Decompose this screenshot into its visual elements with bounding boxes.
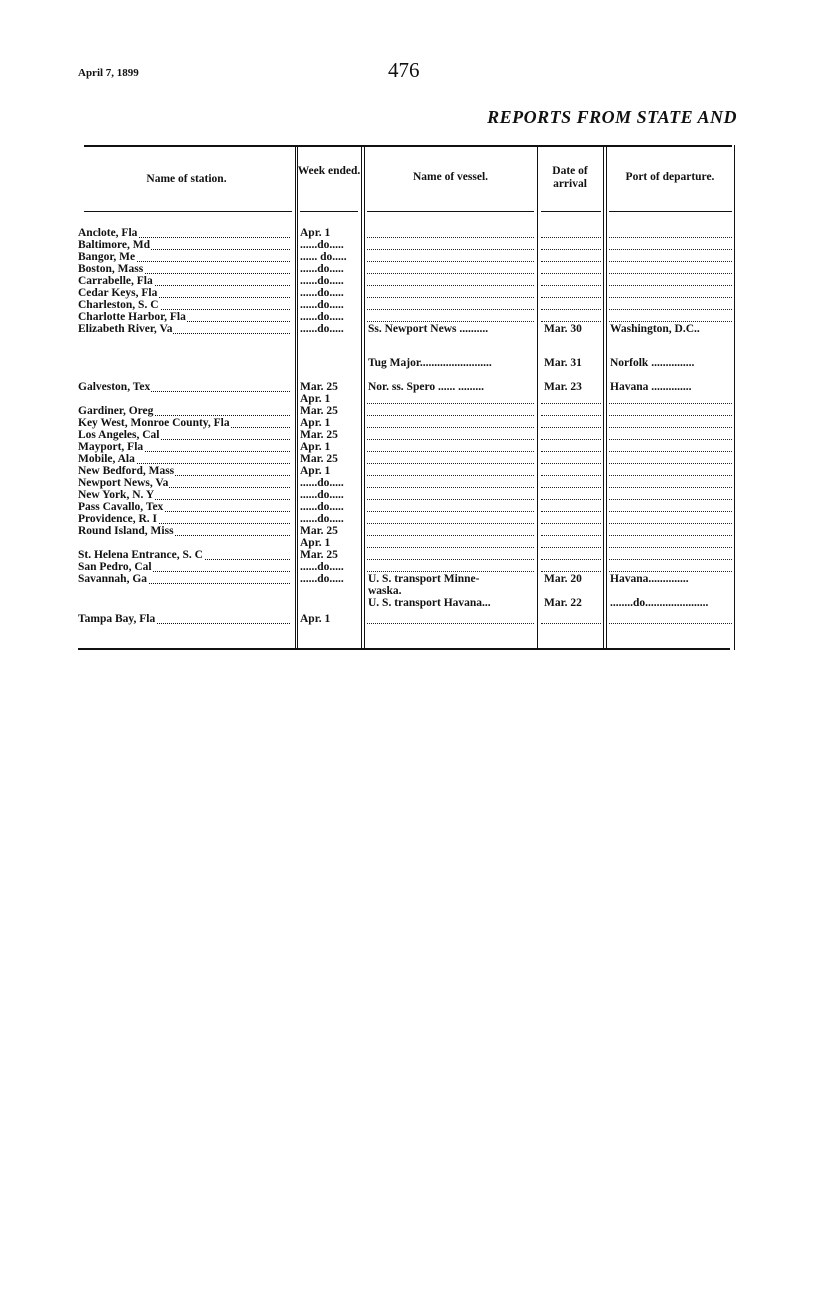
empty-cell-leader	[367, 451, 534, 452]
week-cell: Apr. 1	[300, 227, 331, 239]
week-cell: Mar. 25	[300, 525, 338, 537]
station-name	[78, 537, 79, 549]
station-name: New York, N. Y	[78, 489, 155, 501]
week-cell: Apr. 1	[300, 537, 331, 549]
date-cell: Mar. 20	[544, 573, 582, 585]
station-name: Galveston, Tex	[78, 381, 151, 393]
empty-cell-leader	[541, 451, 601, 452]
week-cell: ......do.....	[300, 239, 344, 251]
empty-cell-leader	[367, 547, 534, 548]
week-cell: Mar. 25	[300, 381, 338, 393]
station-name	[78, 585, 79, 597]
header-rule	[541, 211, 601, 212]
empty-cell-leader	[367, 487, 534, 488]
station-cell	[78, 573, 294, 585]
port-cell: Washington, D.C..	[610, 323, 700, 335]
column-header-week: Week ended.	[297, 165, 361, 177]
empty-cell-leader	[541, 273, 601, 274]
station-cell	[78, 275, 294, 287]
empty-cell-leader	[541, 547, 601, 548]
station-cell	[78, 441, 294, 453]
station-name: Charleston, S. C	[78, 299, 159, 311]
vessel-cell: waska.	[368, 585, 402, 597]
empty-cell-leader	[541, 487, 601, 488]
station-cell	[78, 501, 294, 513]
empty-cell-leader	[541, 475, 601, 476]
station-cell	[78, 311, 294, 323]
week-cell: ......do.....	[300, 323, 344, 335]
station-cell	[78, 263, 294, 275]
empty-cell-leader	[541, 623, 601, 624]
station-cell	[78, 537, 294, 549]
week-cell: Mar. 25	[300, 453, 338, 465]
header-rule	[84, 211, 292, 212]
week-cell: Apr. 1	[300, 465, 331, 477]
empty-cell-leader	[609, 237, 732, 238]
week-cell: ......do.....	[300, 561, 344, 573]
empty-cell-leader	[541, 309, 601, 310]
station-cell	[78, 417, 294, 429]
port-cell: Norfolk ...............	[610, 357, 695, 369]
page-number: 476	[388, 58, 420, 82]
empty-cell-leader	[367, 403, 534, 404]
port-cell: Havana ..............	[610, 381, 692, 393]
week-cell: Apr. 1	[300, 393, 331, 405]
header-rule	[609, 211, 732, 212]
empty-cell-leader	[367, 571, 534, 572]
station-name: Carrabelle, Fla	[78, 275, 153, 287]
empty-cell-leader	[367, 535, 534, 536]
station-name: Cedar Keys, Fla	[78, 287, 158, 299]
empty-cell-leader	[367, 623, 534, 624]
station-name: Los Angeles, Cal	[78, 429, 160, 441]
empty-cell-leader	[541, 261, 601, 262]
week-cell: Mar. 25	[300, 549, 338, 561]
empty-cell-leader	[367, 415, 534, 416]
empty-cell-leader	[541, 285, 601, 286]
station-name: Bangor, Me	[78, 251, 136, 263]
station-cell	[78, 323, 294, 335]
station-cell	[78, 465, 294, 477]
date-cell: Mar. 23	[544, 381, 582, 393]
running-date: April 7, 1899	[78, 67, 139, 79]
empty-cell-leader	[609, 261, 732, 262]
empty-cell-leader	[609, 487, 732, 488]
empty-cell-leader	[609, 297, 732, 298]
station-cell	[78, 287, 294, 299]
week-cell: ......do.....	[300, 275, 344, 287]
arrivals-table	[78, 145, 732, 650]
empty-cell-leader	[367, 285, 534, 286]
station-name: Mayport, Fla	[78, 441, 144, 453]
date-cell: Mar. 30	[544, 323, 582, 335]
empty-cell-leader	[609, 547, 732, 548]
empty-cell-leader	[541, 297, 601, 298]
column-divider	[734, 145, 735, 650]
empty-cell-leader	[609, 427, 732, 428]
vessel-cell: Ss. Newport News ..........	[368, 323, 489, 335]
vessel-cell: Tug Major.........................	[368, 357, 492, 369]
empty-cell-leader	[609, 273, 732, 274]
empty-cell-leader	[609, 463, 732, 464]
empty-cell-leader	[367, 439, 534, 440]
station-name: Baltimore, Md	[78, 239, 150, 251]
vessel-cell: U. S. transport Havana...	[368, 597, 491, 609]
empty-cell-leader	[609, 321, 732, 322]
station-name: Key West, Monroe County, Fla	[78, 417, 230, 429]
vessel-cell: Nor. ss. Spero ...... .........	[368, 381, 484, 393]
station-name: Boston, Mass	[78, 263, 144, 275]
week-cell: ......do.....	[300, 263, 344, 275]
week-cell: Apr. 1	[300, 613, 331, 625]
column-divider	[537, 145, 538, 650]
station-cell	[78, 299, 294, 311]
column-divider	[603, 145, 604, 650]
empty-cell-leader	[367, 249, 534, 250]
station-cell	[78, 393, 294, 405]
station-name: Providence, R. I	[78, 513, 158, 525]
empty-cell-leader	[609, 475, 732, 476]
week-cell: ......do.....	[300, 501, 344, 513]
empty-cell-leader	[609, 439, 732, 440]
station-name: Round Island, Miss	[78, 525, 174, 537]
empty-cell-leader	[367, 463, 534, 464]
empty-cell-leader	[367, 523, 534, 524]
empty-cell-leader	[609, 309, 732, 310]
empty-cell-leader	[541, 415, 601, 416]
empty-cell-leader	[609, 415, 732, 416]
station-name: Anclote, Fla	[78, 227, 138, 239]
station-cell	[78, 429, 294, 441]
station-name: Pass Cavallo, Tex	[78, 501, 164, 513]
empty-cell-leader	[541, 321, 601, 322]
station-name	[78, 357, 79, 369]
empty-cell-leader	[541, 237, 601, 238]
vessel-cell: U. S. transport Minne-	[368, 573, 480, 585]
empty-cell-leader	[367, 475, 534, 476]
station-cell	[78, 251, 294, 263]
port-cell: Havana..............	[610, 573, 689, 585]
column-header-date: Date of arrival	[552, 165, 588, 190]
empty-cell-leader	[541, 523, 601, 524]
empty-cell-leader	[609, 623, 732, 624]
empty-cell-leader	[609, 285, 732, 286]
port-cell: ........do......................	[610, 597, 709, 609]
week-cell: ......do.....	[300, 489, 344, 501]
table-top-rule	[84, 145, 732, 147]
station-cell	[78, 489, 294, 501]
empty-cell-leader	[367, 511, 534, 512]
station-cell	[78, 239, 294, 251]
empty-cell-leader	[541, 249, 601, 250]
empty-cell-leader	[541, 559, 601, 560]
column-divider	[295, 145, 296, 650]
header-rule	[367, 211, 534, 212]
column-divider	[606, 145, 607, 650]
station-cell	[78, 613, 294, 625]
station-cell	[78, 227, 294, 239]
station-name: Newport News, Va	[78, 477, 169, 489]
empty-cell-leader	[609, 499, 732, 500]
empty-cell-leader	[541, 571, 601, 572]
station-cell	[78, 597, 294, 609]
date-cell: Mar. 31	[544, 357, 582, 369]
column-divider	[361, 145, 362, 650]
week-cell: Mar. 25	[300, 429, 338, 441]
week-cell: ...... do.....	[300, 251, 347, 263]
empty-cell-leader	[609, 403, 732, 404]
station-name: New Bedford, Mass	[78, 465, 175, 477]
column-divider	[297, 145, 298, 650]
station-name: Mobile, Ala	[78, 453, 135, 465]
empty-cell-leader	[609, 523, 732, 524]
station-name: St. Helena Entrance, S. C	[78, 549, 203, 561]
column-header-port: Port of departure.	[625, 171, 715, 183]
station-name: Elizabeth River, Va	[78, 323, 173, 335]
station-name: Gardiner, Oreg	[78, 405, 154, 417]
week-cell: Mar. 25	[300, 405, 338, 417]
empty-cell-leader	[609, 559, 732, 560]
week-cell: ......do.....	[300, 477, 344, 489]
station-name: San Pedro, Cal	[78, 561, 152, 573]
empty-cell-leader	[367, 261, 534, 262]
station-cell	[78, 381, 294, 393]
week-cell: ......do.....	[300, 287, 344, 299]
station-name: Tampa Bay, Fla	[78, 613, 156, 625]
station-name: Savannah, Ga	[78, 573, 148, 585]
station-name	[78, 393, 79, 405]
empty-cell-leader	[367, 427, 534, 428]
station-cell	[78, 477, 294, 489]
date-cell: Mar. 22	[544, 597, 582, 609]
column-header-vessel: Name of vessel.	[412, 171, 489, 183]
empty-cell-leader	[541, 439, 601, 440]
empty-cell-leader	[609, 249, 732, 250]
week-cell: ......do.....	[300, 311, 344, 323]
empty-cell-leader	[541, 463, 601, 464]
empty-cell-leader	[541, 427, 601, 428]
empty-cell-leader	[367, 321, 534, 322]
empty-cell-leader	[609, 571, 732, 572]
station-cell	[78, 549, 294, 561]
empty-cell-leader	[541, 499, 601, 500]
station-cell	[78, 525, 294, 537]
week-cell: ......do.....	[300, 573, 344, 585]
section-title: REPORTS FROM STATE AND	[487, 107, 737, 127]
empty-cell-leader	[541, 511, 601, 512]
week-cell: ......do.....	[300, 513, 344, 525]
empty-cell-leader	[541, 403, 601, 404]
empty-cell-leader	[367, 559, 534, 560]
week-cell: ......do.....	[300, 299, 344, 311]
empty-cell-leader	[541, 535, 601, 536]
column-divider	[364, 145, 365, 650]
station-cell	[78, 513, 294, 525]
empty-cell-leader	[367, 237, 534, 238]
empty-cell-leader	[609, 451, 732, 452]
week-cell: Apr. 1	[300, 441, 331, 453]
station-name	[78, 597, 79, 609]
station-name: Charlotte Harbor, Fla	[78, 311, 186, 323]
station-cell	[78, 357, 294, 369]
station-cell	[78, 585, 294, 597]
week-cell: Apr. 1	[300, 417, 331, 429]
column-header-station: Name of station.	[146, 173, 227, 185]
empty-cell-leader	[609, 535, 732, 536]
empty-cell-leader	[609, 511, 732, 512]
empty-cell-leader	[367, 499, 534, 500]
station-cell	[78, 453, 294, 465]
empty-cell-leader	[367, 297, 534, 298]
table-bottom-rule	[78, 648, 730, 650]
station-cell	[78, 405, 294, 417]
station-cell	[78, 561, 294, 573]
empty-cell-leader	[367, 273, 534, 274]
empty-cell-leader	[367, 309, 534, 310]
header-rule	[300, 211, 358, 212]
